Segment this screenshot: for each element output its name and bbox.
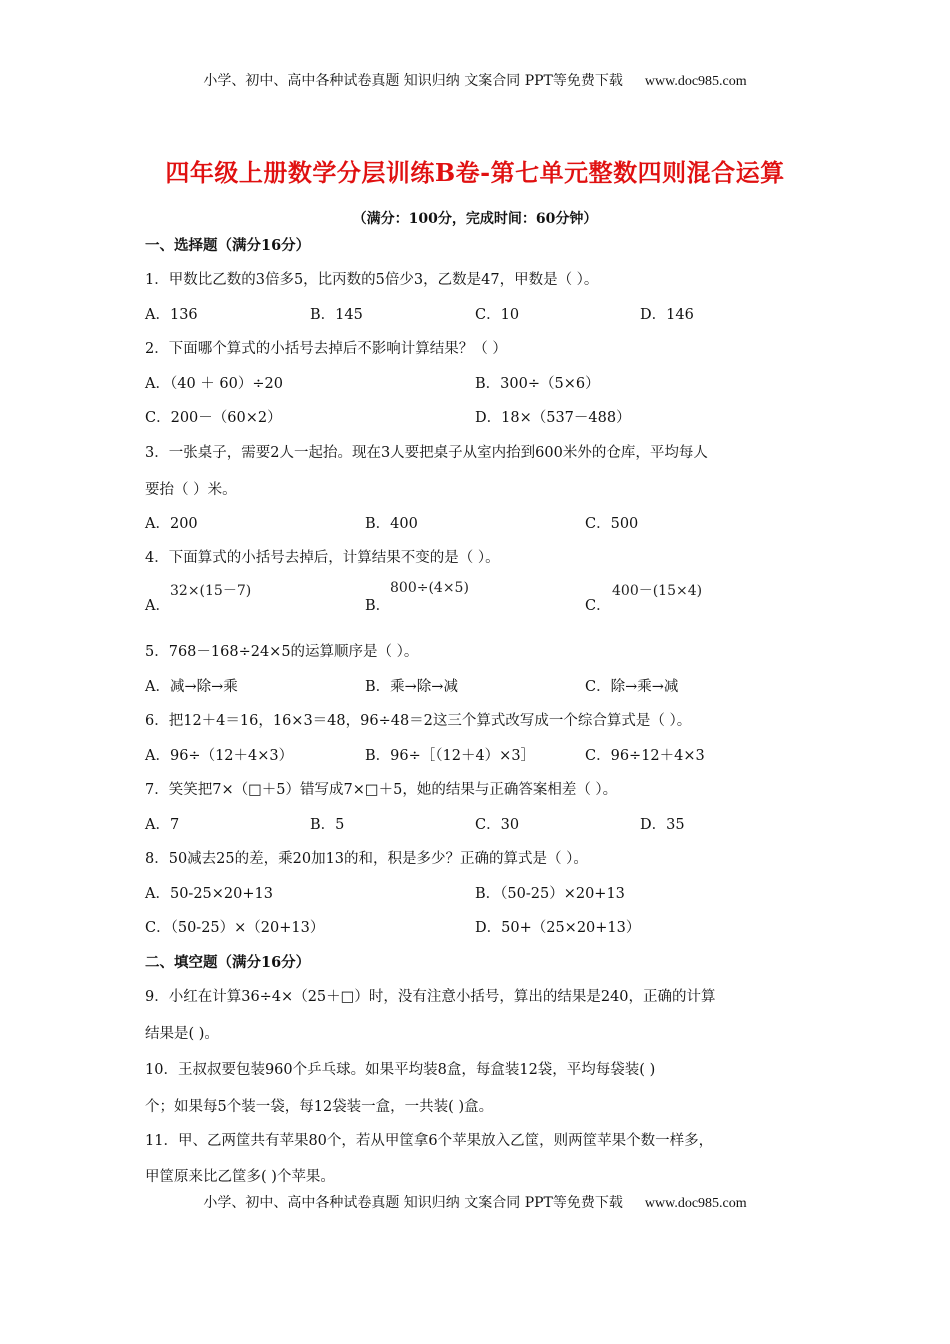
question-9-line-1: 9．小红在计算36÷4×（25＋□）时，没有注意小括号，算出的结果是240，正确的计算 <box>145 989 716 1005</box>
question-11-line-2: 甲筐原来比乙筐多( )个苹果。 <box>145 1169 335 1185</box>
q7-option-b: B．5 <box>310 817 345 833</box>
q2-option-c: C．200－（60×2） <box>145 410 282 426</box>
q5-option-a: A．减→除→乘 <box>145 679 238 695</box>
section-heading-fill: 二、填空题（满分16分） <box>145 954 311 971</box>
q1-option-d: D．146 <box>640 307 694 323</box>
question-10-line-1: 10．王叔叔要包装960个乒乓球。如果平均装8盒，每盒装12袋，平均每袋装( ) <box>145 1062 656 1078</box>
page-footer <box>0 1192 950 1212</box>
q1-option-a: A．136 <box>145 307 198 323</box>
q3-option-c: C．500 <box>585 516 639 532</box>
q3-option-a: A．200 <box>145 516 198 532</box>
question-4: 4．下面算式的小括号去掉后，计算结果不变的是（ ）。 <box>145 550 500 566</box>
header-text: 小学、初中、高中各种试卷真题 知识归纳 文案合同 PPT等免费下载 <box>203 73 623 89</box>
q7-option-d: D．35 <box>640 817 685 833</box>
header-site[interactable]: www.doc985.com <box>644 74 747 89</box>
q6-option-b: B．96÷［（12＋4）×3］ <box>365 748 536 764</box>
q2-option-a: A．（40 ＋ 60）÷20 <box>145 376 283 392</box>
q1-option-b: B．145 <box>310 307 363 323</box>
section-heading-choice: 一、选择题（满分16分） <box>145 237 311 254</box>
question-7: 7．笑笑把7×（□＋5）错写成7×□＋5，她的结果与正确答案相差（ ）。 <box>145 782 618 798</box>
q6-option-c: C．96÷12＋4×3 <box>585 748 705 764</box>
page-title: 四年级上册数学分层训练B卷-第七单元整数四则混合运算 <box>165 158 785 187</box>
q1-option-c: C．10 <box>475 307 520 323</box>
question-9-line-2: 结果是( )。 <box>145 1026 219 1042</box>
q8-option-c: C．（50-25）×（20+13） <box>145 920 325 936</box>
question-11-line-1: 11．甲、乙两筐共有苹果80个，若从甲筐拿6个苹果放入乙筐，则两筐苹果个数一样多， <box>145 1133 714 1149</box>
question-10-line-2: 个；如果每5个装一袋，每12袋装一盒，一共装( )盒。 <box>145 1099 494 1115</box>
q6-option-a: A．96÷（12＋4×3） <box>145 748 294 764</box>
q8-option-d: D．50+（25×20+13） <box>475 920 641 936</box>
q8-option-b: B．（50-25）×20+13 <box>475 886 625 902</box>
footer-site[interactable]: www.doc985.com <box>644 1196 747 1211</box>
q4-expression-c: 400－(15×4) <box>612 583 703 599</box>
q7-option-a: A．7 <box>145 817 180 833</box>
page-subtitle: （满分：100分，完成时间：60分钟） <box>352 211 598 227</box>
question-3-line-1: 3．一张桌子，需要2人一起抬。现在3人要把桌子从室内抬到600米外的仓库，平均每人 <box>145 445 708 461</box>
question-3-line-2: 要抬（ ）米。 <box>145 482 237 498</box>
q3-option-b: B．400 <box>365 516 418 532</box>
q4-option-a: A． <box>145 598 170 614</box>
question-5: 5．768－168÷24×5的运算顺序是（ ）。 <box>145 644 419 660</box>
q4-option-c: C． <box>585 598 611 614</box>
footer-text: 小学、初中、高中各种试卷真题 知识归纳 文案合同 PPT等免费下载 <box>203 1195 623 1211</box>
page-header <box>0 70 950 90</box>
question-6: 6．把12＋4＝16，16×3＝48，96÷48＝2这三个算式改写成一个综合算式是（ ）。 <box>145 713 692 729</box>
q8-option-a: A．50-25×20+13 <box>145 886 273 902</box>
q2-option-b: B．300÷（5×6） <box>475 376 600 392</box>
q2-option-d: D．18×（537－488） <box>475 410 631 426</box>
question-1: 1．甲数比乙数的3倍多5，比丙数的5倍少3，乙数是47，甲数是（ ）。 <box>145 272 599 288</box>
question-2: 2．下面哪个算式的小括号去掉后不影响计算结果？（ ） <box>145 341 507 357</box>
q5-option-b: B．乘→除→减 <box>365 679 458 695</box>
q4-expression-a: 32×(15－7) <box>170 583 252 599</box>
q4-option-b: B． <box>365 598 391 614</box>
q4-expression-b: 800÷(4×5) <box>390 580 469 596</box>
q7-option-c: C．30 <box>475 817 520 833</box>
q5-option-c: C．除→乘→减 <box>585 679 679 695</box>
question-8: 8．50减去25的差，乘20加13的和，积是多少？正确的算式是（ ）。 <box>145 851 588 867</box>
